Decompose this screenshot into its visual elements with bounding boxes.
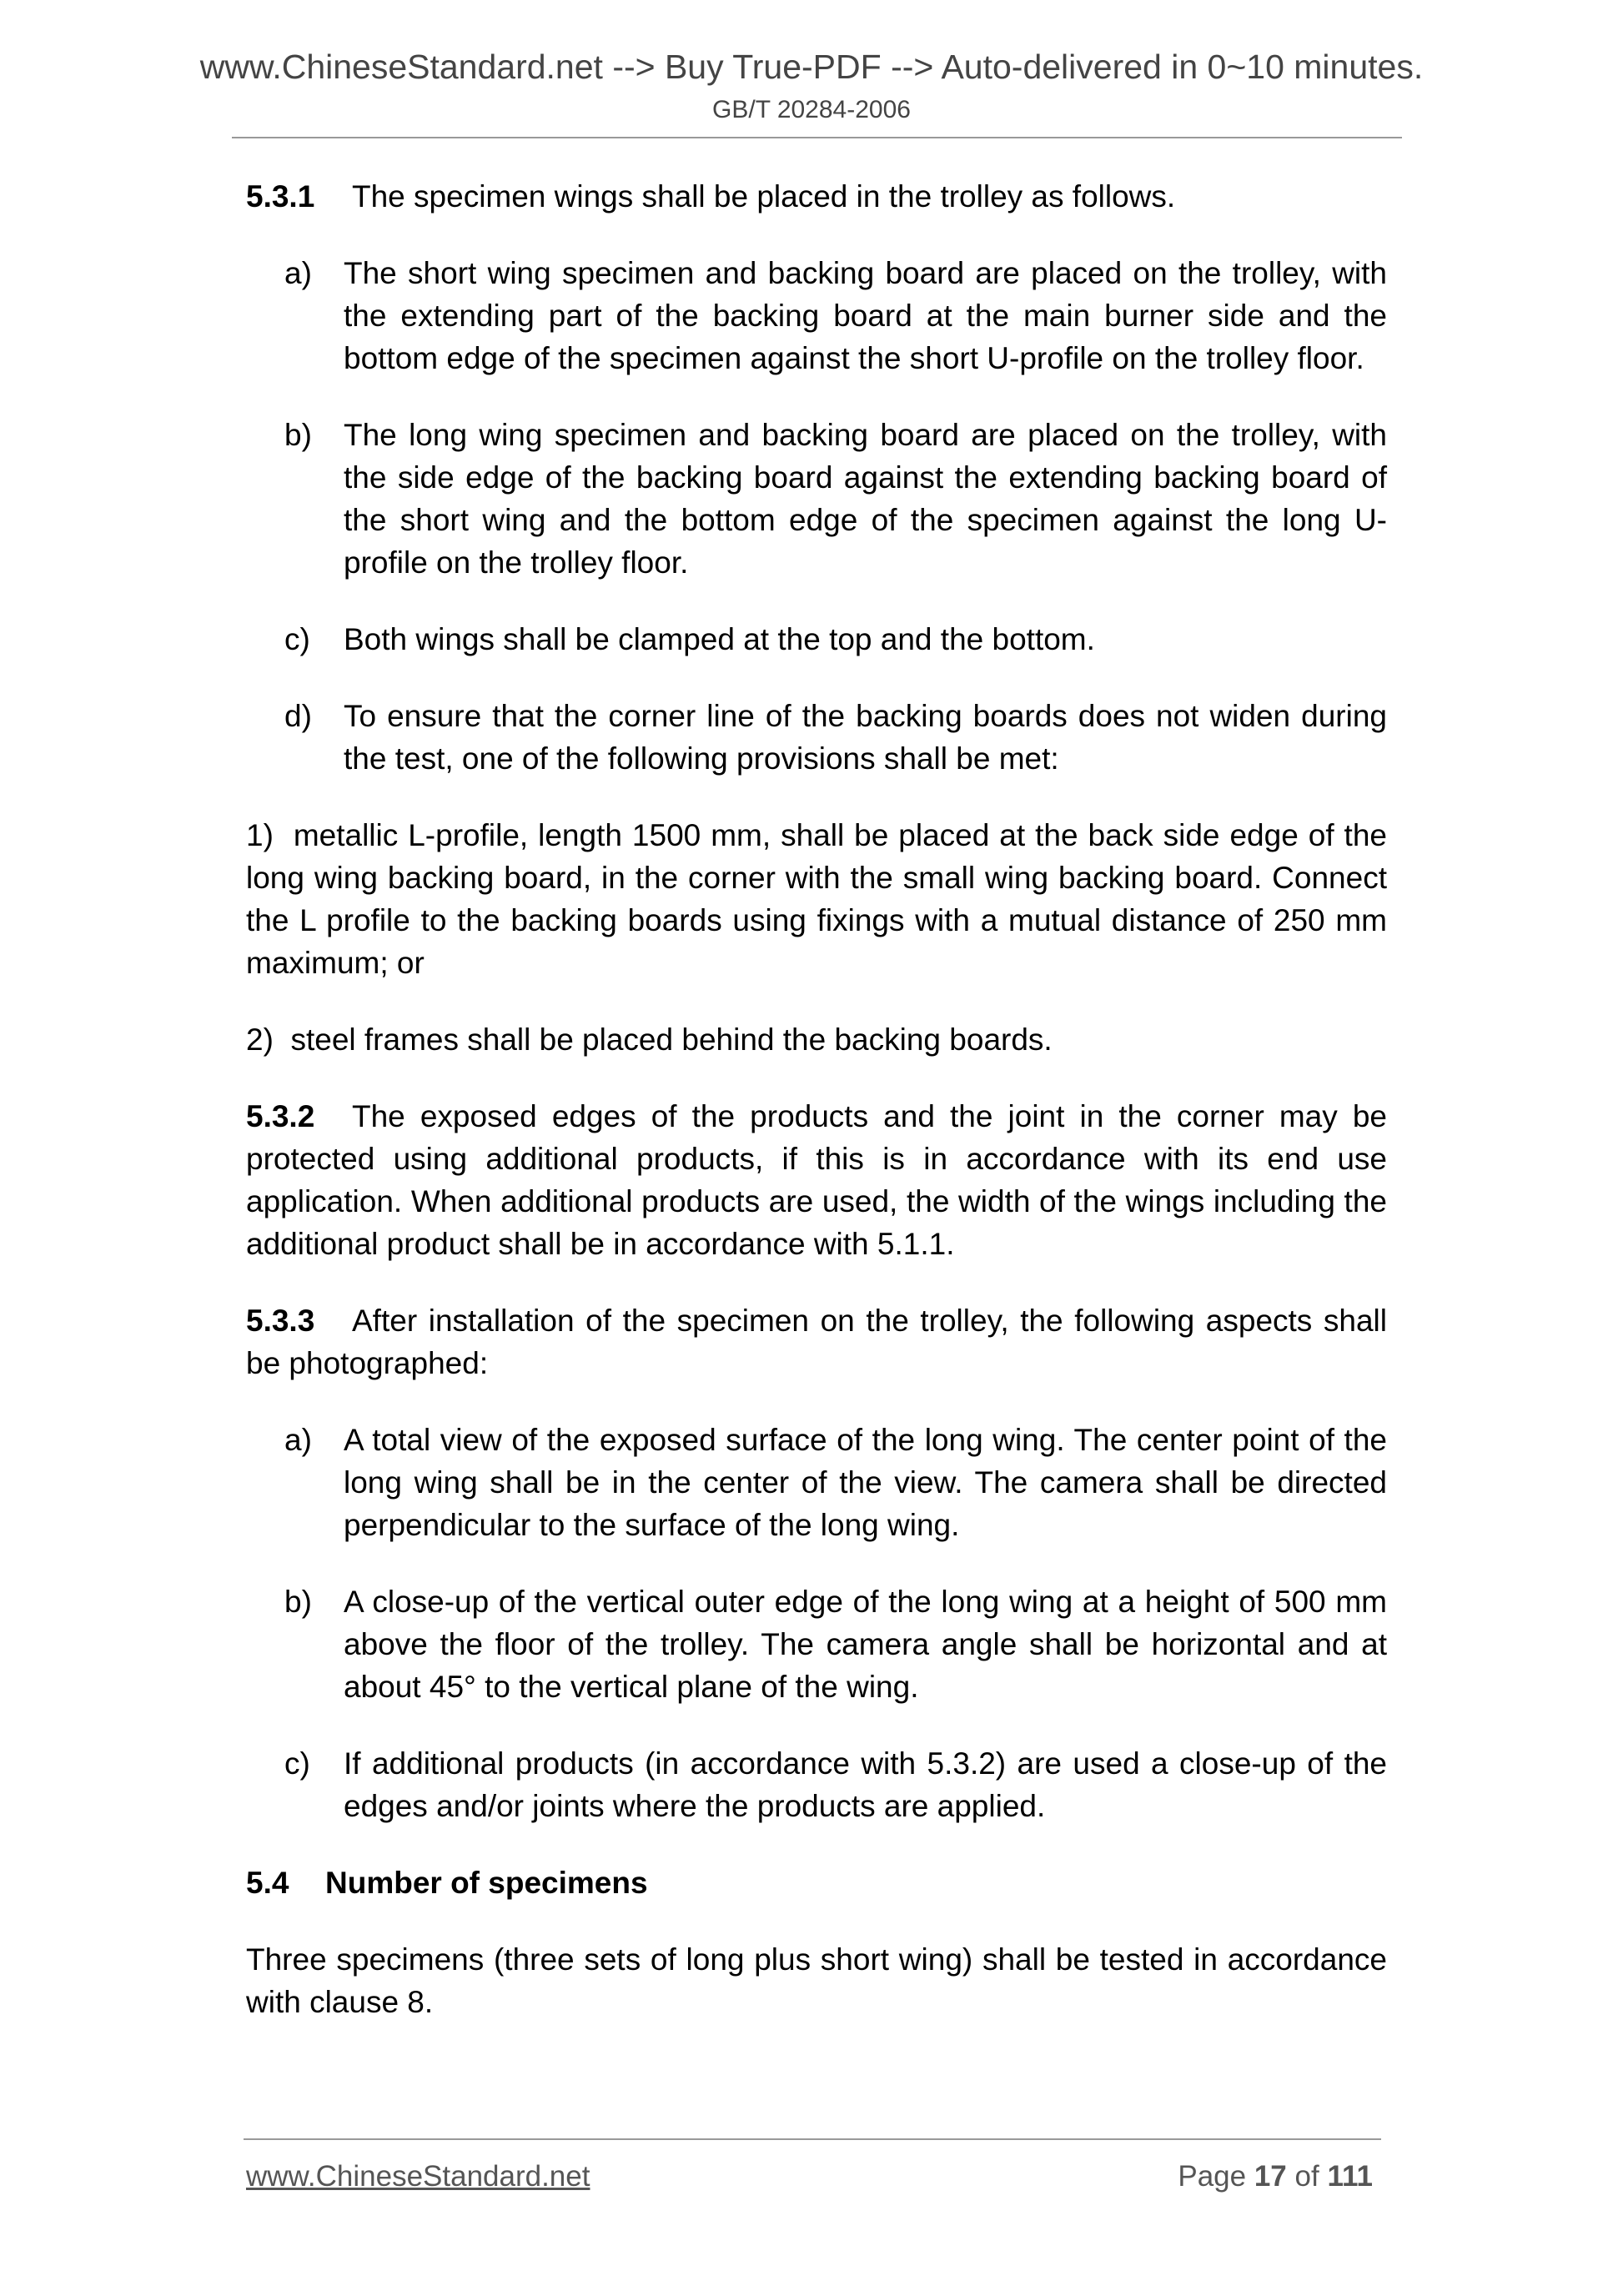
section-number: 5.3.1 [246,179,315,214]
item-label: b) [284,418,312,452]
item-text: To ensure that the corner line of the backing boards does not widen during the test, one of the following provisions shall be met: [344,699,1387,776]
item-label: c) [284,1746,310,1781]
header-doc-code: GB/T 20284-2006 [712,96,911,123]
list-item [246,695,1387,780]
section-5-3-1 [246,175,1387,218]
section-5-4-heading [246,1861,1387,1904]
item-text: Both wings shall be clamped at the top and the bottom. [344,622,1095,656]
item-label: a) [284,1423,312,1457]
item-label: b) [284,1585,312,1619]
header-rule [232,137,1402,138]
total-pages: 111 [1327,2160,1373,2193]
item-text: If additional products (in accordance with 5.3.2) are used a close-up of the edges and/or joints where the products are applied. [344,1746,1387,1823]
footer-rule [244,2138,1381,2140]
section-number: 5.3.2 [246,1099,315,1133]
list-item [246,1580,1387,1708]
list-item [246,252,1387,379]
page-body [246,175,1396,2057]
section-number: 5.3.3 [246,1304,315,1338]
section-text: The specimen wings shall be placed in the trolley as follows. [352,179,1176,214]
item-label: c) [284,622,310,656]
current-page: 17 [1254,2160,1287,2193]
provision-1: 1) metallic L-profile, length 1500 mm, shall be placed at the back side edge of the long wing backing board, in the corner with the small wing backing board. Connect the L profile to the backing boards using fixings with a mutual distance of 250 mm maximum; or [246,818,1396,980]
section-text: After installation of the specimen on the trolley, the following aspects shall be photographed: [246,1304,1387,1380]
section-5-3-3 [246,1299,1387,1384]
header-banner: www.ChineseStandard.net --> Buy True-PDF --> Auto-delivered in 0~10 minutes. [199,48,1424,86]
footer-site-link[interactable]: www.ChineseStandard.net [246,2160,590,2193]
section-text: The exposed edges of the products and the joint in the corner may be protected using additional products, if this is in accordance with its end use application. When additional products are used, the width of the wings including the additional product shall be in accordance with 5.1.1. [246,1099,1387,1261]
item-text: A close-up of the vertical outer edge of the long wing at a height of 500 mm above the floor of the trolley. The camera angle shall be horizontal and at about 45° to the vertical plane of the wing. [344,1585,1387,1704]
list-item [246,1419,1387,1546]
list-item [246,414,1387,584]
page-of: of [1294,2160,1319,2193]
item-text: The short wing specimen and backing board are placed on the trolley, with the extending part of the backing board at the main burner side and the bottom edge of the specimen against the short U-profile on the trolley floor. [344,256,1387,375]
item-text: The long wing specimen and backing board are placed on the trolley, with the side edge of the backing board against the extending backing board of the short wing and the bottom edge of the specimen against the long U-profile on the trolley floor. [344,418,1387,580]
item-label: a) [284,256,312,290]
list-item [246,618,1387,661]
item-label: d) [284,699,312,733]
section-number: 5.4 [246,1866,289,1900]
list-item [246,1742,1387,1827]
provision-2: 2) steel frames shall be placed behind the backing boards. [246,1022,1053,1057]
page-number [1178,2160,1373,2193]
section-5-4-text: Three specimens (three sets of long plus short wing) shall be tested in accordance with clause 8. [246,1942,1387,2019]
section-title: Number of specimens [325,1866,648,1900]
item-text: A total view of the exposed surface of the long wing. The center point of the long wing shall be in the center of the view. The camera shall be directed perpendicular to the surface of the long wing. [344,1423,1387,1542]
page-prefix: Page [1178,2160,1247,2193]
section-5-3-2 [246,1095,1387,1265]
